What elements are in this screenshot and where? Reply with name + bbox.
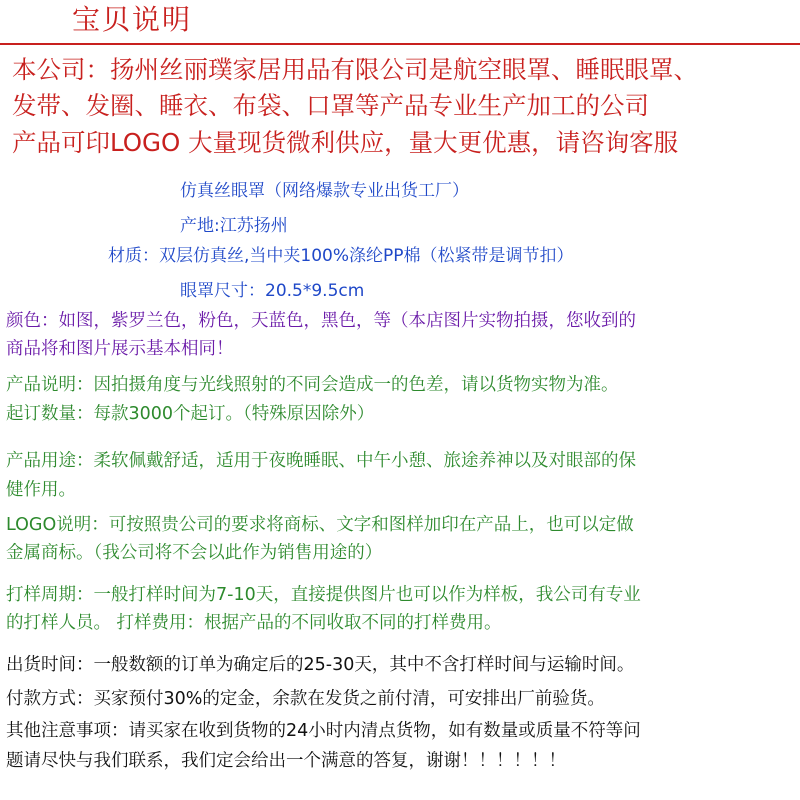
logo-note-line-2: 金属商标。（我公司将不会以此作为销售用途的）: [6, 543, 383, 563]
logo-note-line-1: LOGO说明：可按照贵公司的要求将商标、文字和图样加印在产品上，也可以定做: [6, 515, 634, 535]
sampling-line-1: 打样周期：一般打样时间为7-10天，直接提供图片也可以作为样板，我公司有专业: [6, 585, 641, 605]
product-size: 眼罩尺寸：20.5*9.5cm: [180, 281, 365, 301]
product-name: 仿真丝眼罩（网络爆款专业出货工厂）: [180, 181, 469, 201]
product-origin: 产地:江苏扬州: [180, 216, 288, 236]
colors-line-2: 商品将和图片展示基本相同！: [6, 339, 234, 359]
other-notes-line-2: 题请尽快与我们联系，我们定会给出一个满意的答复，谢谢！！！！！！: [6, 751, 566, 771]
company-intro-line-1: 本公司：扬州丝丽璞家居用品有限公司是航空眼罩、睡眠眼罩、: [12, 55, 698, 84]
title-divider: [0, 43, 800, 45]
payment-terms: 付款方式：买家预付30%的定金，余款在发货之前付清，可安排出厂前验货。: [6, 689, 605, 709]
company-intro-line-3: 产品可印LOGO 大量现货微利供应，量大更优惠，请咨询客服: [12, 128, 679, 157]
shipping-time: 出货时间：一般数额的订单为确定后的25-30天，其中不含打样时间与运输时间。: [6, 655, 635, 675]
product-material: 材质：双层仿真丝,当中夹100%涤纶PP棉（松紧带是调节扣）: [108, 246, 574, 266]
product-note: 产品说明：因拍摄角度与光线照射的不同会造成一的色差，请以货物实物为准。: [6, 375, 619, 395]
product-usage-line-1: 产品用途：柔软佩戴舒适，适用于夜晚睡眠、中午小憩、旅途养神以及对眼部的保: [6, 451, 636, 471]
sampling-line-2: 的打样人员。 打样费用：根据产品的不同收取不同的打样费用。: [6, 613, 502, 633]
colors-line-1: 颜色：如图，紫罗兰色，粉色，天蓝色，黑色，等（本店图片实物拍摄，您收到的: [6, 311, 636, 331]
other-notes-line-1: 其他注意事项：请买家在收到货物的24小时内清点货物，如有数量或质量不符等问: [6, 721, 641, 741]
minimum-order: 起订数量：每款3000个起订。（特殊原因除外）: [6, 404, 375, 424]
company-intro-line-2: 发带、发圈、睡衣、布袋、口罩等产品专业生产加工的公司: [12, 91, 649, 120]
product-usage-line-2: 健作用。: [6, 480, 76, 500]
page-title: 宝贝说明: [72, 3, 193, 36]
